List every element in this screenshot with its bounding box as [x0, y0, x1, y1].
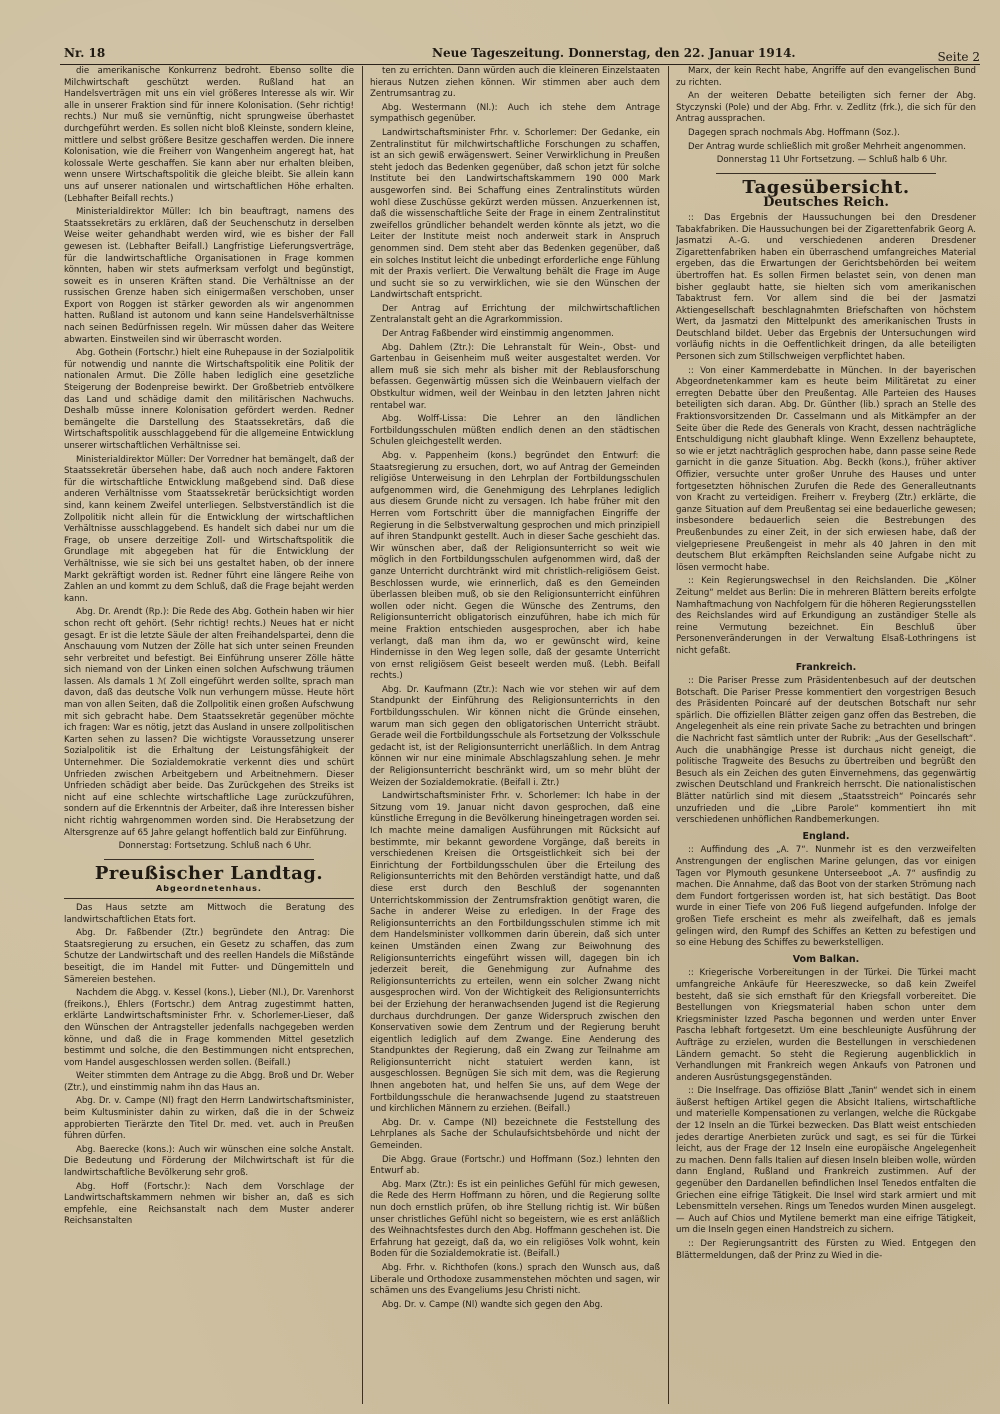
paragraph: Abg. v. Pappenheim (kons.) begründet den Entwurf: die Staatsregierung zu ersuchen, dort, wo auf Antrag der Gemeinden religiöse Unterweisung in den Lehrplan der Fortbildungsschulen aufgenommen wird, die Genehmigung des Lehrplanes lediglich aus diesem Grunde nicht zu versagen. Ich habe früher mit den Herren vom Fortschritt über die mannigfachen Eingriffe der Regierung in die Selbstverwaltung gesprochen und mich prinzipiell auf ihren Standpunkt gestellt. Auch in dieser Sache geschieht das. Wir wünschen aber, daß der Religionsunterricht so weit wie möglich in den Fortbildungsschulen aufgenommen wird, daß der ganze Unterricht durchtränkt wird mit christlich-religiösem Geist. Beschlossen wurde, wie erinnerlich, daß es den Gemeinden überlassen bleiben muß, ob sie den Religionsunterricht einführen wollen oder nicht. Gegen die Wünsche des Zentrums, den Religionsunterricht obligatorisch einzuführen, habe ich mich für meine Fraktion entschieden ausgesprochen, aber ich habe verlangt, daß man ihm da, wo er gewünscht wird, keine Hindernisse in den Weg legen solle, daß der gesamte Unterricht von ernst religiösem Geist beseelt werden muß. (Lebh. Beifall rechts.) — [370, 451, 660, 682]
paragraph: :: Die Inselfrage. Das offiziöse Blatt „Tanin“ wendet sich in einem äußerst heftigen Artikel gegen die Absicht Italiens, wirtschaftliche und materielle Kompensationen zu verlangen, welche die Rückgabe der 12 Inseln an die Türkei bezwecken. Das Blatt weist entschieden jedes derartige Anerbieten zurück und sagt, es sei für die Türkei leicht, aus der Frage der 12 Inseln eine europäische Angelegenheit zu machen. Denn falls Italien auf diesen Inseln bleiben wolle, würden dann England, Rußland und Frankreich zustimmen. Auf der gegenüber den Dardanellen befindlichen Insel Tenedos entfalten die Griechen eine eifrige Tätigkeit. Die Insel wird stark armiert und mit Lebensmitteln versehen. Rings um Tenedos wurden Minen ausgelegt. — Auch auf Chios und Mytilene bemerkt man eine eifrige Tätigkeit, um die Inseln gegen einen Handstreich zu sichern. — [676, 1086, 976, 1236]
region-heading-france: Frankreich. — [795, 661, 857, 673]
paragraph: Der Antrag Faßbender wird einstimmig angenommen. — [382, 329, 614, 340]
session-close-note: Donnerstag 11 Uhr Fortsetzung. — Schluß halb 6 Uhr. — [716, 155, 948, 166]
session-close-note: Donnerstag: Fortsetzung. Schluß nach 6 Uhr. — [118, 841, 312, 852]
paragraph: :: Das Ergebnis der Haussuchungen bei den Dresdener Tabakfabriken. Die Haussuchungen bei der Zigarettenfabrik Georg A. Jasmatzi A.-G. und verschiedenen anderen Dresdener Zigarettenfabriken haben ein überraschend umfangreiches Material ergeben, das die Erwartungen der Gerichtsbehörden bei weitem übertroffen hat. Es sollen Firmen belastet sein, von denen man bisher geglaubt hatte, sie hielten sich vom amerikanischen Tabaktrust fern. Vor allem sind die bei der Jasmatzi Aktiengesellschaft beschlagnahmten Briefschaften von höchstem Wert, da Jasmatzi den Mittelpunkt des amerikanischen Trusts in Deutschland bildet. Ueber das Ergebnis der Untersuchungen wird vorläufig nichts in die Oeffentlichkeit dringen, da alle beteiligten Personen sich zum Stillschweigen verpflichtet haben. — [676, 212, 976, 363]
issue-number: Nr. 18 — [64, 46, 106, 60]
region-heading-england: England. — [802, 830, 850, 842]
paragraph: Ministerialdirektor Müller: Der Vorredner hat bemängelt, daß der Staatssekretär übersehen habe, daß auch noch andere Faktoren für die wirtschaftliche Entwicklung maßgebend sind. Daß diese anderen Verhältnisse vom Staatssekretär berücksichtigt worden sind, kann keinem Zweifel unterliegen. Selbstverständlich ist die Zollpolitik nicht allein für die Entwicklung der wirtschaftlichen Verhältnisse ausschlaggebend. Es handelt sich dabei nur um die Frage, ob unsere derzeitige Zoll- und Wirtschaftspolitik die Grundlage mit abgegeben hat für die Entwicklung der Verhältnisse, wie sie sich bei uns gestaltet haben, ob der innere Markt gekräftigt worden ist. Redner führt eine längere Reihe von Zahlen an und kommt zu dem Schluß, daß die Frage bejaht werden kann. — [64, 454, 354, 604]
region-heading-germany: Deutsches Reich. — [763, 195, 889, 211]
paragraph: :: Von einer Kammerdebatte in München. In der bayerischen Abgeordnetenkammer kam es heute beim Militäretat zu einer erregten Debatte über den Preußentag. Alle Parteien des Hauses beteiligten sich daran. Abg. Dr. Günther (lib.) sprach an Stelle des Fraktionsvorsitzenden Dr. Casselmann und als Mitkämpfer an der Seite über die Rede des Generals von Kracht, dessen nachträgliche Entschuldigung nicht glaubhaft klinge. Wenn Exzellenz behauptete, so wie er jetzt nachträglich gesprochen habe, dann passe seine Rede garnicht in die ganze Situation. Abg. Beckh (kons.), früher aktiver Offizier, versuchte unter großer Unruhe des Hauses und unter fortgesetzten höhnischen Zurufen die Rede des Generalleutnants von Kracht zu verteidigen. Freiherr v. Freyberg (Ztr.) erklärte, die ganze Situation auf dem Preußentag sei eine bedauerliche gewesen; insbesondere bedauerlich seien die Bestrebungen des Preußenbundes zu einer Zeit, in der sich erwiesen habe, daß der vielgepriesene Preußengeist in mehr als 40 Jahren in den mit deutschem Blut erkämpften Reichslanden seine Aufgabe nicht zu lösen vermocht habe. — [676, 365, 976, 573]
paragraph: Abg. Baerecke (kons.): Auch wir wünschen eine solche Anstalt. Die Bedeutung und Förderung der Milchwirtschaft ist für die landwirtschaftliche Bevölkerung sehr groß. — [64, 1144, 354, 1179]
paragraph: Marx, der kein Recht habe, Angriffe auf den evangelischen Bund zu richten. — [676, 66, 976, 88]
landtag-text — [64, 903, 354, 1228]
paragraph: Ministerialdirektor Müller: Ich bin beauftragt, namens des Staatssekretärs zu erklären, daß der Seuchenschutz in derselben Weise weiter gehandhabt werden wird, wie es bisher der Fall gewesen ist. (Lebhafter Beifall.) Langfristige Lieferungsverträge, für die landwirtschaftliche Organisationen in Frage kommen könnten, haben wir stets aufmerksam verfolgt und begünstigt, soweit es in unseren Kräften stand. Die Verhältnisse an der russischen Grenze haben sich einigermaßen verschoben, unser Export von Roggen ist stärker geworden als wir angenommen hatten. Rußland ist autonom und kann seine Handelsverhältnisse nach seinen Bedürfnissen regeln. Wir müssen daher das Weitere abwarten. Einstweilen sind wir überrascht worden. — [64, 207, 354, 345]
paragraph: :: Kein Regierungswechsel in den Reichslanden. Die „Kölner Zeitung“ meldet aus Berlin: Die in mehreren Blättern bereits erfolgte Namhaftmachung von Nachfolgern für die höheren Regierungsstellen des Reichslandes wird auf Erkundigung an zuständiger Stelle als reine Vermutung bezeichnet. Ein Beschluß über Personenveränderungen in der Verwaltung Elsaß-Lothringens ist nicht gefaßt. — [676, 576, 976, 656]
paragraph: :: Die Pariser Presse zum Präsidentenbesuch auf der deutschen Botschaft. Die Pariser Presse kommentiert den vorgestrigen Besuch des Präsidenten Poincaré auf der deutschen Botschaft nur sehr spärlich. Die offiziellen Blätter zeigen ganz offen das Bestreben, die Angelegenheit als eine rein private Sache zu betrachten und bringen die Nachricht fast sämtlich unter der Rubrik: „Aus der Gesellschaft“. Auch die unabhängige Presse ist durchaus nicht geneigt, die politische Tragweite des Besuchs zu übertreiben und begrüßt den Besuch als ein Zeichen des guten Einvernehmens, das gegenwärtig zwischen Deutschland und Frankreich herrscht. Die nationalistischen Blätter natürlich sind mit diesem „Staatsstreich“ Poincarés sehr unzufrieden und die „Libre Parole“ kommentiert ihn mit verschiedenen unhöflichen Randbemerkungen. — [676, 676, 976, 826]
paragraph: Abg. Wolff-Lissa: Die Lehrer an den ländlichen Fortbildungsschulen müßten endlich denen an den städtischen Schulen gleichgestellt werden. — [370, 414, 660, 448]
germany-news — [676, 213, 976, 658]
paragraph: Der Antrag auf Errichtung der milchwirtschaftlichen Zentralanstalt geht an die Agrarkommission. — [370, 303, 660, 326]
paragraph: ten zu errichten. Dann würden auch die kleineren Einzelstaaten hieraus Nutzen ziehen können. Wir stimmen aber auch dem Zentrumsantrag zu. — [370, 66, 660, 100]
paragraph: die amerikanische Konkurrenz bedroht. Ebenso sollte die Milchwirtschaft geschützt werden. Rußland hat an Handelsverträgen mit uns ein viel größeres Interesse als wir. Wir alle in unserer Fraktion sind für innere Kolonisation. (Sehr richtig! rechts.) Nur muß sie vernünftig, nicht sprungweise überhastet durchgeführt werden. Es sollen nicht bloß Kleinste, sondern kleine, mittlere und selbst größere Besitze geschaffen werden. Die innere Kolonisation, wie die Freiherr von Wangenheim angeregt hat, hat kolossale Werte geschaffen. Sie kann aber nur erhalten bleiben, wenn unsere Wirtschaftspolitik die gleiche bleibt. Sie allein kann uns auf unserer nationalen und wirtschaftlichen Höhe erhalten. (Lebhafter Beifall rechts.) — [64, 66, 354, 204]
section-title-prussian-landtag: Preußischer Landtag. — [94, 862, 324, 884]
paragraph: Weiter stimmten dem Antrage zu die Abgg. Broß und Dr. Weber (Ztr.), und einstimmig nahm ihn das Haus an. — [64, 1071, 354, 1093]
paragraph: Der Antrag wurde schließlich mit großer Mehrheit angenommen. — [688, 141, 966, 152]
masthead-title: Neue Tageszeitung. Donnerstag, den 22. Januar 1914. — [432, 46, 796, 60]
section-subtitle-abgeordnetenhaus: Abgeordnetenhaus. — [64, 883, 354, 899]
paragraph: An der weiteren Debatte beteiligten sich ferner der Abg. Styczynski (Pole) und der Abg. Frhr. v. Zedlitz (frk.), die sich für den Antrag aussprachen. — [676, 91, 976, 125]
paragraph: Das Haus setzte am Mittwoch die Beratung des landwirtschaftlichen Etats fort. — [64, 902, 354, 925]
paragraph: Abg. Dr. Arendt (Rp.): Die Rede des Abg. Gothein haben wir hier schon recht oft gehört. (Sehr richtig! rechts.) Neues hat er nicht gesagt. Er ist die letzte Säule der alten Freihandelspartei, denn die Anschauung vom Nutzen der Zölle hat sich unter seinen Freunden sehr verbreitet und befestigt. Bei Einführung unserer Zölle hätte sich niemand von der Linken einen solchen Aufschwung träumen lassen. Als damals 1 ℳ Zoll eingeführt werden sollte, sprach man davon, daß das deutsche Volk nun verhungern müsse. Heute hört man von allen Seiten, daß die Zollpolitik einen großen Aufschwung mit sich gebracht habe. Dem Staatssekretär gegenüber möchte ich fragen: War es nötig, jetzt das Ausland in unsere zollpolitischen Karten sehen zu lassen? Die wichtigste Voraussetzung unserer Sozialpolitik ist die Erhaltung der Leistungsfähigkeit der Unternehmer. Die Sozialdemokratie verkennt dies und schürt Unfrieden zwischen Arbeitgebern und Arbeitnehmern. Dieser Unfrieden schädigt aber beide. Das Zurückgehen des Streiks ist nicht auf eine schlechte wirtschaftliche Lage zurückzuführen, sondern auf die Erkenntnis der Arbeiter, daß ihre Interessen bisher nicht richtig wahrgenommen worden sind. Die Herabsetzung der Altersgrenze auf 65 Jahre gelangt hoffentlich bald zur Einführung. — [64, 607, 354, 838]
region-heading-balkan: Vom Balkan. — [792, 953, 860, 965]
paragraph: Nachdem die Abgg. v. Kessel (kons.), Lieber (Nl.), Dr. Varenhorst (freikons.), Ehlers (Fortschr.) dem Antrag zugestimmt hatten, erklärte Landwirtschaftsminister Frhr. v. Schorlemer-Lieser, daß den Wünschen der Antragsteller jedenfalls nachgegeben werden könne, und daß die in Frage kommenden Mittel gesetzlich bestimmt und solche, die den Bestimmungen nicht entsprechen, vom Handel ausgeschlossen werden sollen. (Beifall.) — [64, 988, 354, 1068]
paragraph: :: Kriegerische Vorbereitungen in der Türkei. Die Türkei macht umfangreiche Ankäufe für Heereszwecke, so daß kein Zweifel besteht, daß sie sich ernsthaft für den Kriegsfall vorbereitet. Die Bestellungen von Kriegsmaterial haben schon unter dem Kriegsminister Izzed Pascha begonnen und werden unter Enver Pascha lebhaft fortgesetzt. Um eine beschleunigte Ausführung der Aufträge zu erzielen, wurden die Bestellungen in verschiedenen Ländern gemacht. So steht die Regierung augenblicklich in Verhandlungen mit Frankreich wegen Ankaufs von Patronen und anderen Ausrüstungsgegenständen. — [676, 968, 976, 1083]
page-number: Seite 2 — [937, 50, 980, 64]
england-news — [676, 845, 976, 949]
paragraph: Abg. Dahlem (Ztr.): Die Lehranstalt für Wein-, Obst- und Gartenbau in Geisenheim muß weiter ausgestaltet werden. Vor allem muß sie sich mehr als bisher mit der Reblausforschung befassen. Gegenwärtig müssen sich die Weinbauern vielfach der Obstkultur widmen, weil der Weinbau in den letzten Jahren nicht rentabel war. — [370, 342, 660, 411]
column-3 — [676, 66, 976, 1406]
paragraph: Landwirtschaftsminister Frhr. v. Schorlemer: Der Gedanke, ein Zentralinstitut für milchwirtschaftliche Forschungen zu schaffen, ist an sich gewiß erwägenswert. Seiner Verwirklichung in Preußen steht jedoch das Bedenken gegenüber, daß schon jetzt für solche Institute bei den Landwirtschaftskammern 190 000 Mark ausgeworfen sind. Bei Schaffung eines Zentralinstituts würden wohl diese Zuschüsse gekürzt werden müssen. Anzuerkennen ist, daß die wissenschaftliche Seite der Frage in einem Zentralinstitut zweifellos gründlicher behandelt werden könnte als jetzt, wo die Leiter der Institute meist noch anderweit stark in Anspruch genommen sind. Dem steht aber das Bedenken gegenüber, daß ein solches Institut leicht die unbedingt erforderliche enge Fühlung mit der Praxis verliert. Die Verwaltung behält die Frage im Auge und sucht sie so zu verwirklichen, wie sie den Wünschen der Landwirtschaft entspricht. — [370, 127, 660, 301]
paragraph: Abg. Marx (Ztr.): Es ist ein peinliches Gefühl für mich gewesen, die Rede des Herrn Hoffmann zu hören, und die Regierung sollte nun doch ernstlich prüfen, ob ihre Stellung richtig ist. Wir büßen unser christliches Gefühl nicht so begeistern, wie es erst anläßlich des Weihnachtsfestes durch den Abg. Hoffmann geschehen ist. Die Erfahrung hat gezeigt, daß da, wo ein religiöses Volk wohnt, kein Boden für die Sozialdemokratie ist. (Beifall.) — [370, 1179, 660, 1260]
paragraph: Abg. Dr. v. Campe (Nl) wandte sich gegen den Abg. — [382, 1299, 603, 1310]
paragraph: :: Auffindung des „A. 7“. Nunmehr ist es den verzweifelten Anstrengungen der englischen Marine gelungen, das vor einigen Tagen vor Plymouth gesunkene Unterseeboot „A. 7“ ausfindig zu machen. Die Annahme, daß das Boot von der starken Strömung nach dem Fundort fortgerissen worden ist, hat sich bestätigt. Das Boot wurde in einer Tiefe von 206 Fuß liegend aufgefunden. Infolge der großen Tiefe erscheint es mehr als zweifelhaft, daß es jemals gelingen wird, den Rumpf des Schiffes an Ketten zu befestigen und so eine Hebung des Schiffes zu bewerkstelligen. — [676, 845, 976, 949]
paragraph: Abg. Westermann (Nl.): Auch ich stehe dem Antrage sympathisch gegenüber. — [370, 102, 660, 125]
paragraph: Abg. Dr. v. Campe (Nl) bezeichnete die Feststellung des Lehrplanes als Sache der Schulaufsichtsbehörde und nicht der Gemeinden. — [370, 1117, 660, 1152]
paragraph: Landwirtschaftsminister Frhr. v. Schorlemer: Ich habe in der Sitzung vom 19. Januar nicht davon gesprochen, daß eine künstliche Erregung in die Bevölkerung hineingetragen worden sei. Ich machte meine damaligen Ausführungen mit Rücksicht auf bestimmte, mir bekannt gewordene Vorgänge, daß bereits in verschiedenen Kreisen die Ortsgeistlichkeit sich bei der Einrichtung der Fortbildungsschulen über die Erteilung des Religionsunterrichts mit den Behörden verständigt hatte, und daß diese erst durch den Beschluß der sogenannten Unterrichtskommission der Zentrumsfraktion genötigt waren, die Sache in anderer Weise zu erledigen. In der Frage des Religionsunterrichts an den Fortbildungsschulen stimme ich mit dem Handelsminister vollkommen darin überein, daß sich unter keinen Umständen einen Zwang zur Beiwohnung des Religionsunterrichts eingeführt wissen will, dagegen bin ich jederzeit bereit, die Genehmigung zur Aufnahme des Religionsunterrichts zu erteilen, wenn ein solcher Zwang nicht ausgesprochen wird. Von der Wichtigkeit des Religionsunterrichts bei der Erziehung der heranwachsenden Jugend ist die Regierung durchaus durchdrungen. Der ganze Widerspruch zwischen den Konservativen sowie dem Zentrum und der Regierung beruht eigentlich lediglich auf dem Zwange. Eine Aenderung des Standpunktes der Regierung, daß ein Zwang zur Teilnahme am Religionsunterricht nicht statuiert werden kann, ist ausgeschlossen. Begnügen Sie sich mit dem, was die Regierung Ihnen angeboten hat, und helfen Sie uns, auf dem Wege der Fortbildungsschule die heranwachsende Jugend zu staatstreuen und kirchlichen Männern zu erziehen. (Beifall.) — [370, 791, 660, 1115]
france-news — [676, 676, 976, 827]
section-title-tagesuebersicht: Tagesübersicht. — [742, 176, 910, 198]
divider — [104, 859, 314, 860]
column-2 — [370, 66, 660, 1406]
column-3-text — [676, 66, 976, 153]
paragraph: Abg. Frhr. v. Richthofen (kons.) sprach den Wunsch aus, daß Liberale und Orthodoxe zusammenstehen möchten und sagen, wir schämen uns des Evangeliums Jesu Christi nicht. — [370, 1262, 660, 1297]
paragraph: Dagegen sprach nochmals Abg. Hoffmann (Soz.). — [688, 127, 900, 138]
paragraph: Abg. Dr. Kaufmann (Ztr.): Nach wie vor stehen wir auf dem Standpunkt der Einführung des Religionsunterrichts in den Fortbildungsschulen. Wir können nicht die Gründe einsehen, warum man sich gegen den obligatorischen Unterricht sträubt. Gerade weil die Fortbildungsschule als Fortsetzung der Volksschule gedacht ist, ist der Religionsunterricht unerläßlich. In dem Antrag können wir nur eine minimale Abschlagszahlung sehen. Je mehr der Religionsunterricht beschränkt wird, um so mehr blüht der Weizen der Sozialdemokratie. (Beifall i. Ztr.) — [370, 684, 660, 788]
column-rule — [668, 66, 669, 1404]
paragraph: Abg. Dr. Faßbender (Ztr.) begründete den Antrag: Die Staatsregierung zu ersuchen, ein Gesetz zu schaffen, das zum Schutze der Landwirtschaft und des reellen Handels die Mißstände beseitigt, die im Handel mit Futter- und Düngemitteln und Sämereien bestehen. — [64, 928, 354, 985]
paragraph: :: Der Regierungsantritt des Fürsten zu Wied. Entgegen den Blättermeldungen, daß der Prinz zu Wied in die- — [676, 1239, 976, 1261]
page-header — [60, 44, 980, 65]
column-2-text — [370, 66, 660, 1311]
paragraph: Die Abgg. Graue (Fortschr.) und Hoffmann (Soz.) lehnten den Entwurf ab. — [370, 1154, 660, 1177]
divider — [716, 173, 936, 174]
column-rule — [362, 66, 363, 1404]
paragraph: Abg. Gothein (Fortschr.) hielt eine Ruhepause in der Sozialpolitik für notwendig und nannte die Wirtschaftspolitik eine Politik der nationalen Armut. Die Zölle haben lediglich eine gesetzliche Steigerung der Bodenpreise bewirkt. Der Großbetrieb entvölkere das Land und schädige damit den militärischen Nachwuchs. Deshalb müsse innere Kolonisation gefördert werden. Redner bemängelte die Darstellung des Staatssekretärs, daß die Wirtschaftspolitik ausschlaggebend für die allgemeine Entwicklung unserer wirtschaftlichen Verhältnisse sei. — [64, 348, 354, 451]
balkan-news — [676, 968, 976, 1262]
column-1 — [64, 66, 354, 1406]
column-1-text — [64, 66, 354, 839]
paragraph: Abg. Dr. v. Campe (Nl) fragt den Herrn Landwirtschaftsminister, beim Kultusminister dahin zu wirken, daß die in der Schweiz approbierten Tierärzte den Titel Dr. med. vet. auch in Preußen führen dürfen. — [64, 1096, 354, 1142]
paragraph: Abg. Hoff (Fortschr.): Nach dem Vorschlage der Landwirtschaftskammern nehmen wir bisher an, daß es sich empfehle, eine Reichsanstalt nach dem Muster anderer Reichsanstalten — [64, 1181, 354, 1227]
